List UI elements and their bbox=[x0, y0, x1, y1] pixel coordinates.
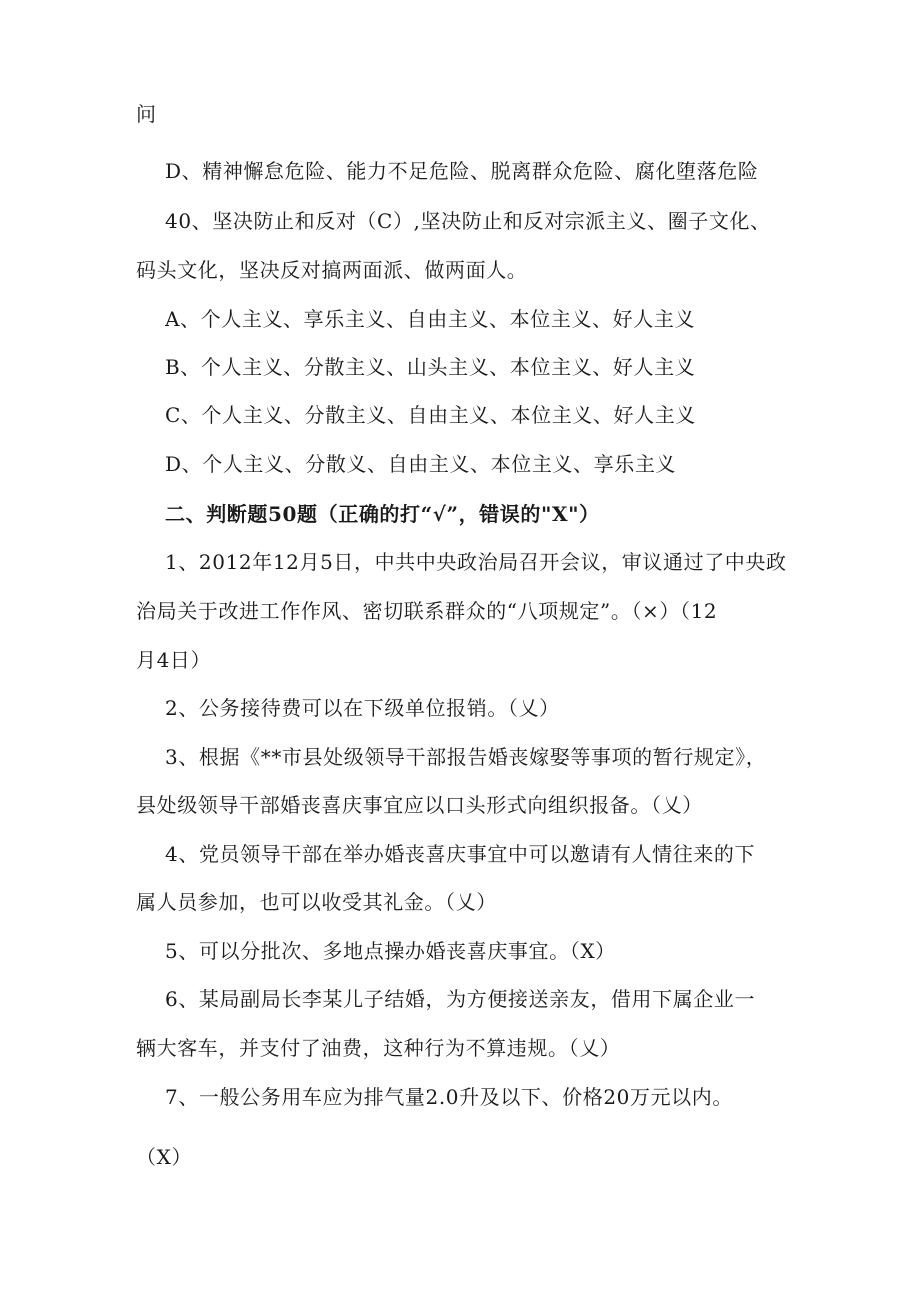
option-a-line: A、个人主义、享乐主义、自由主义、本位主义、好人主义 bbox=[165, 307, 696, 331]
item-1-line-3: 月4日） bbox=[136, 648, 212, 672]
item-1-line-1: 1、2012年12月5日，中共中央政治局召开会议，审议通过了中央政 bbox=[165, 550, 787, 574]
item-4-line-2: 属人员参加，也可以收受其礼金。（乂） bbox=[136, 890, 497, 914]
item-6-line-2: 辆大客车，并支付了油费，这种行为不算违规。（乂） bbox=[136, 1036, 621, 1060]
item-3-line-2: 县处级领导干部婚丧喜庆事宜应以口头形式向组织报备。（乂） bbox=[136, 793, 703, 817]
item-1-line-2: 治局关于改进工作作风、密切联系群众的“八项规定”。（×）（12 bbox=[136, 599, 718, 623]
item-4-line-1: 4、党员领导干部在举办婚丧喜庆事宜中可以邀请有人情往来的下 bbox=[165, 842, 756, 866]
question-40-line-1: 40、坚决防止和反对（C）,坚决防止和反对宗派主义、圈子文化、 bbox=[165, 209, 771, 233]
option-b-line: B、个人主义、分散主义、山头主义、本位主义、好人主义 bbox=[165, 355, 696, 379]
item-5-line: 5、可以分批次、多地点操办婚丧喜庆事宜。（X） bbox=[165, 939, 616, 963]
item-6-line-1: 6、某局副局长李某儿子结婚，为方便接送亲友，借用下属企业一 bbox=[165, 987, 756, 1011]
section-heading: 二、判断题50题（正确的打“√”，错误的"X"） bbox=[165, 502, 600, 526]
item-3-line-1: 3、根据《**市县处级领导干部报告婚丧嫁娶等事项的暂行规定》， bbox=[165, 745, 767, 769]
option-d-line-2: D、个人主义、分散义、自由主义、本位主义、享乐主义 bbox=[165, 452, 677, 476]
option-d-line: D、精神懈怠危险、能力不足危险、脱离群众危险、腐化堕落危险 bbox=[165, 159, 759, 183]
question-40-line-2: 码头文化，坚决反对搞两面派、做两面人。 bbox=[136, 258, 528, 282]
text-line-continuation: 问 bbox=[136, 102, 157, 126]
option-c-line: C、个人主义、分散主义、自由主义、本位主义、好人主义 bbox=[165, 403, 696, 427]
item-2-line: 2、公务接待费可以在下级单位报销。（乂） bbox=[165, 696, 560, 720]
item-7-line-1: 7、一般公务用车应为排气量2.0升及以下、价格20万元以内。 bbox=[165, 1085, 733, 1109]
item-7-line-2: （X） bbox=[136, 1145, 193, 1169]
